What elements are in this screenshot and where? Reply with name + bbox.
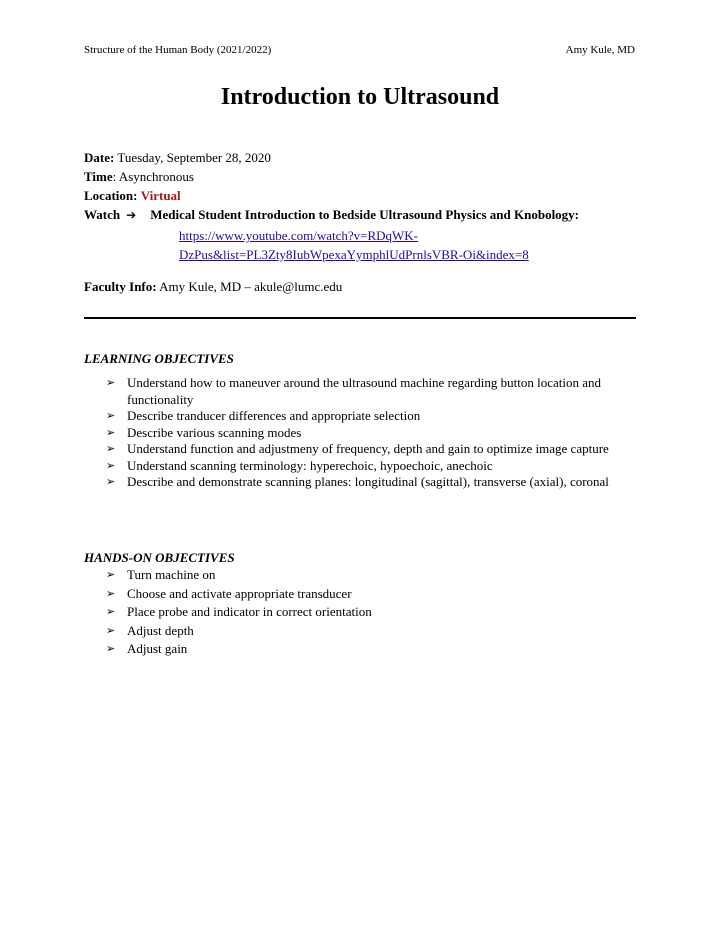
date-label: Date:	[84, 150, 115, 165]
list-item-text: Describe and demonstrate scanning planes: longitudinal (sagittal), transverse (axial), coronal	[127, 474, 609, 489]
list-item-text: Describe tranducer differences and appropriate selection	[127, 408, 421, 423]
arrowhead-bullet-icon: ➢	[106, 409, 116, 422]
watch-label: Watch	[84, 207, 121, 222]
list-item	[106, 566, 626, 585]
location-line	[84, 186, 579, 205]
time-value: : Asynchronous	[112, 169, 194, 184]
learning-objectives-title: LEARNING OBJECTIVES	[84, 351, 234, 366]
learning-objectives-list	[106, 375, 626, 491]
list-item-text: Understand how to maneuver around the ultrasound machine regarding button location and functionality	[127, 375, 602, 407]
arrowhead-bullet-icon: ➢	[106, 376, 116, 389]
location-label: Location:	[84, 188, 138, 203]
arrowhead-bullet-icon: ➢	[106, 425, 116, 439]
list-item-text: Understand scanning terminology: hyperechoic, hypoechoic, anechoic	[127, 457, 493, 473]
arrowhead-bullet-icon: ➢	[106, 568, 116, 581]
list-item-text: Understand function and adjustmeny of frequency, depth and gain to optimize image capture	[127, 441, 609, 456]
arrowhead-bullet-icon: ➢	[106, 623, 116, 637]
arrowhead-bullet-icon: ➢	[106, 475, 116, 488]
video-link-line-1[interactable]: https://www.youtube.com/watch?v=RDqWK-	[179, 228, 419, 243]
watch-line	[84, 205, 579, 225]
hands-on-objectives-title: HANDS-ON OBJECTIVES	[84, 550, 235, 565]
list-item	[106, 425, 626, 442]
list-item	[106, 640, 626, 659]
header-author: Amy Kule, MD	[565, 44, 635, 56]
watch-video-title: Medical Student Introduction to Bedside Ultrasound Physics and Knobology:	[150, 207, 580, 222]
time-label: Time	[84, 169, 113, 184]
video-link-line-2[interactable]: DzPus&list=PL3Zty8IubWpexaYymphlUdPrnlsVBR-Oi&index=8	[179, 247, 529, 262]
hands-on-objectives-list	[106, 566, 626, 659]
list-item	[106, 474, 626, 491]
list-item	[106, 622, 626, 641]
right-arrow-icon: ➔	[126, 208, 137, 222]
video-link[interactable]	[179, 226, 579, 264]
list-item	[106, 441, 626, 458]
location-value: Virtual	[140, 188, 181, 203]
list-item	[106, 375, 626, 408]
arrowhead-bullet-icon: ➢	[106, 586, 116, 600]
header-course: Structure of the Human Body (2021/2022)	[84, 44, 272, 56]
page-title: Introduction to Ultrasound	[220, 84, 500, 110]
faculty-info	[84, 279, 342, 295]
time-line	[84, 167, 579, 186]
faculty-label: Faculty Info:	[84, 279, 157, 294]
date-value: Tuesday, September 28, 2020	[117, 150, 271, 165]
session-info	[84, 148, 579, 264]
list-item-text: Adjust depth	[127, 622, 194, 638]
arrowhead-bullet-icon: ➢	[106, 458, 116, 472]
arrowhead-bullet-icon: ➢	[106, 442, 116, 455]
faculty-value: Amy Kule, MD – akule@lumc.edu	[159, 279, 343, 294]
list-item-text: Adjust gain	[127, 641, 188, 656]
section-divider	[84, 317, 636, 319]
date-line	[84, 148, 579, 167]
list-item-text: Place probe and indicator in correct orientation	[127, 604, 372, 619]
list-item-text: Choose and activate appropriate transducer	[127, 585, 352, 601]
list-item-text: Turn machine on	[127, 567, 216, 582]
list-item	[106, 408, 626, 425]
list-item	[106, 458, 626, 475]
list-item	[106, 603, 626, 622]
list-item-text: Describe various scanning modes	[127, 424, 302, 440]
list-item	[106, 585, 626, 604]
arrowhead-bullet-icon: ➢	[106, 642, 116, 655]
arrowhead-bullet-icon: ➢	[106, 605, 116, 618]
